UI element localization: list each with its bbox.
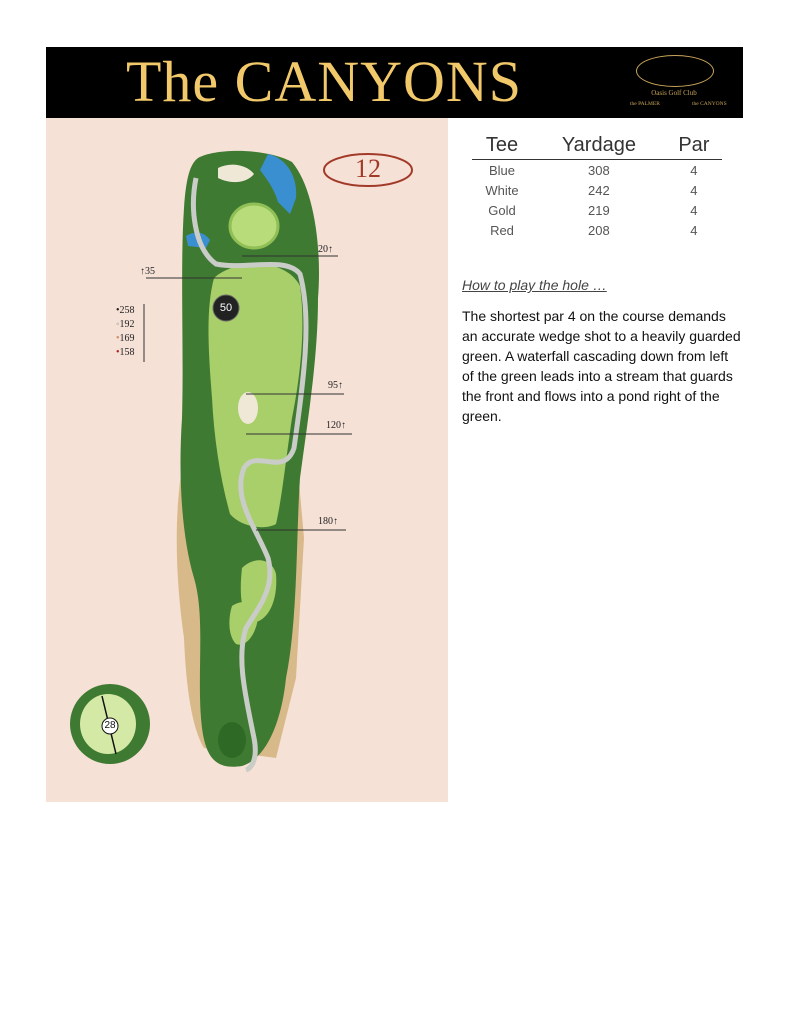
yardage-cell: 308 [588,163,610,178]
legend-item-gold: •169 [116,333,135,344]
table-row [472,220,722,240]
tee-cell: Blue [488,163,515,178]
distance-marker-label: 50 [219,302,233,314]
hole-map [46,118,448,802]
how-to-play-heading: How to play the hole … [462,277,607,293]
tee-cell: Red [490,223,514,238]
yardage-cell: 208 [588,223,610,238]
header-par: Par [666,134,722,160]
header-tee: Tee [472,134,532,160]
yardage-label-180: 180↑ [318,516,338,527]
par-cell: 4 [690,163,698,178]
logo-ring-icon [636,55,714,87]
club-logo [630,53,727,113]
legend-item-black: •258 [116,305,135,316]
yardage-legend [116,304,135,360]
yardage-label-35: ↑35 [140,266,155,277]
par-cell: 4 [690,183,698,198]
tee-cell: Gold [488,203,516,218]
table-row [472,200,722,220]
header-banner [46,47,743,118]
tee-cell: White [485,183,519,198]
scorecard [472,134,724,240]
scorecard-table [472,134,722,240]
yardage-label-120: 120↑ [326,420,346,431]
par-cell: 4 [690,223,698,238]
green [230,204,278,248]
table-row [472,180,722,200]
hole-map-graphic [46,118,448,802]
green-depth-label: 28 [104,720,116,731]
hole-description: The shortest par 4 on the course demands an accurate wedge shot to a heavily guarded green. A waterfall cascading down from left of the green leads into a stream that guards the front and flows into a pond right of the green. [462,308,741,424]
table-row [472,160,722,181]
yardage-label-20: 20↑ [318,244,333,255]
yardage-cell: 219 [588,203,610,218]
logo-right-label: the CANYONS [692,101,727,107]
legend-item-red: •158 [116,347,135,358]
scorecard-header-row [472,134,722,160]
header-yardage: Yardage [532,134,666,160]
par-cell: 4 [690,203,698,218]
yardage-cell: 242 [588,183,610,198]
logo-club-name: Oasis Golf Club [651,89,697,97]
logo-left-label: the PALMER [630,101,660,107]
hole-number: 12 [355,154,381,183]
yardage-label-95: 95↑ [328,380,343,391]
fairway-bunker [238,392,258,424]
page-title: The CANYONS [126,49,523,114]
legend-item-white: ◦192 [116,319,135,330]
tee-box [218,722,246,758]
